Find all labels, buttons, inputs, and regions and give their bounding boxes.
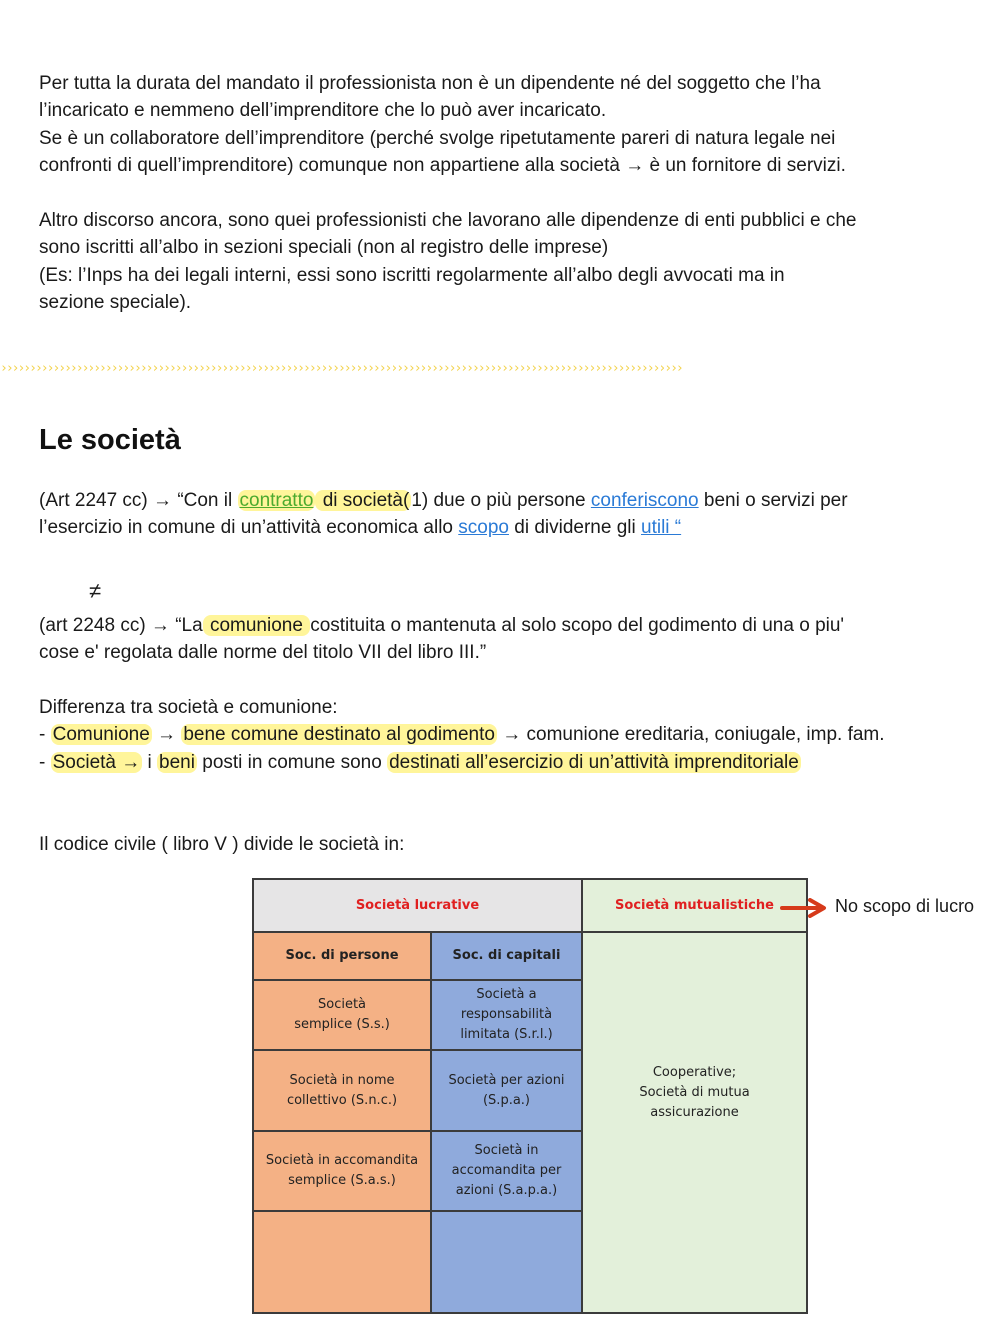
highlight-destinati: destinati all’esercizio di un’attività imprenditoriale [389, 752, 799, 773]
link-contratto[interactable]: contratto [239, 490, 314, 511]
no-profit-note: No scopo di lucro [835, 896, 975, 916]
highlight-bene-comune: bene comune destinato al godimento [183, 724, 495, 745]
link-conferiscono[interactable]: conferiscono [590, 490, 699, 511]
cell-empty-capitali [430, 1210, 583, 1314]
art-2247-middle-1: beni o servizi per l’esercizio in comune di un’attività economica allo [39, 490, 848, 539]
difference-societa-mid-2: posti in comune sono [196, 752, 388, 773]
intro-paragraph-2: Altro discorso ancora, sono quei professionisti che lavorano alle dipendenze di enti pubblici e che sono iscritti all’albo in sezioni speciali (non al registro delle imprese) (Es: l’Inps ha dei legali interni, essi sono iscritti regolarmente all’albo degli avvocati ma in sezione speciale). [39, 210, 857, 313]
cell-societa-semplice: Società semplice (S.s.) [252, 979, 432, 1051]
header-mutualistiche: Società mutualistiche [581, 878, 808, 933]
cell-empty-persone [252, 1210, 432, 1314]
link-scopo[interactable]: scopo [458, 517, 509, 539]
highlight-comunione-term: Comunione [52, 724, 150, 745]
difference-societa-mid: i [142, 752, 158, 773]
difference-comunione-dash: - [39, 724, 51, 745]
link-utili[interactable]: utili “ [641, 517, 682, 539]
difference-comunione-rest: → comunione ereditaria, coniugale, imp. fam. [496, 724, 885, 745]
highlight-comunione: comunione [204, 615, 309, 636]
header-soc-persone: Soc. di persone [252, 931, 432, 981]
difference-title: Differenza tra società e comunione: [39, 697, 338, 718]
societies-classification-table [252, 878, 808, 1314]
cell-sapa: Società in accomandita per azioni (S.a.p.a.) [430, 1130, 583, 1212]
difference-societa-dash: - [39, 752, 51, 773]
codice-civile-intro: Il codice civile ( libro V ) divide le società in: [39, 834, 405, 855]
header-lucrative: Società lucrative [252, 878, 583, 933]
cell-srl: Società a responsabilità limitata (S.r.l.) [430, 979, 583, 1051]
difference-societa [39, 749, 979, 776]
cell-sas: Società in accomandita semplice (S.a.s.) [252, 1130, 432, 1212]
art-2247-footnote-text: 1) due o più persone [411, 490, 591, 511]
art-2248-rest: costituita o mantenuta al solo scopo del godimento di una o piu' cose e' regolata dalle norme del titolo VII del libro III.” [39, 615, 845, 664]
art-2247-middle-2: di dividerne gli [508, 517, 641, 539]
highlight-societa-term: Società → [52, 752, 141, 773]
header-soc-capitali: Soc. di capitali [430, 931, 583, 981]
art-2247-paragraph [39, 487, 979, 542]
cell-cooperative: Cooperative; Società di mutua assicurazione [581, 931, 808, 1314]
section-title: Le società [39, 424, 181, 456]
section-divider: ››››››››››››››››››››››››››››››››››››››››››››››››››››››››››››››››››››››››››››››››››››››››››››››››››››››››››››››››››››› [0, 361, 682, 376]
cell-spa: Società per azioni (S.p.a.) [430, 1049, 583, 1132]
difference-comunione-arrow: → [151, 724, 182, 745]
art-2248-paragraph [39, 612, 979, 667]
cell-snc: Società in nome collettivo (S.n.c.) [252, 1049, 432, 1132]
art-2247-prefix: (Art 2247 cc) → “Con il [39, 490, 238, 511]
not-equal-symbol: ≠ [89, 578, 102, 603]
red-arrow-icon [780, 898, 830, 918]
highlight-beni: beni [159, 752, 195, 773]
difference-comunione [39, 721, 979, 748]
art-2248-prefix: (art 2248 cc) → “La [39, 615, 203, 636]
intro-paragraph-1: Per tutta la durata del mandato il professionista non è un dipendente né del soggetto che l’ha l’incaricato e nemmeno dell’imprenditore che lo può aver incaricato. Se è un collaboratore dell’imprenditore (perché svolge ripetutamente pareri di natura legale nei confronti di quell’imprenditore) comunque non appartiene alla società → è un fornitore di servizi. [39, 73, 846, 176]
highlight-di-societa: di società( [317, 490, 410, 511]
